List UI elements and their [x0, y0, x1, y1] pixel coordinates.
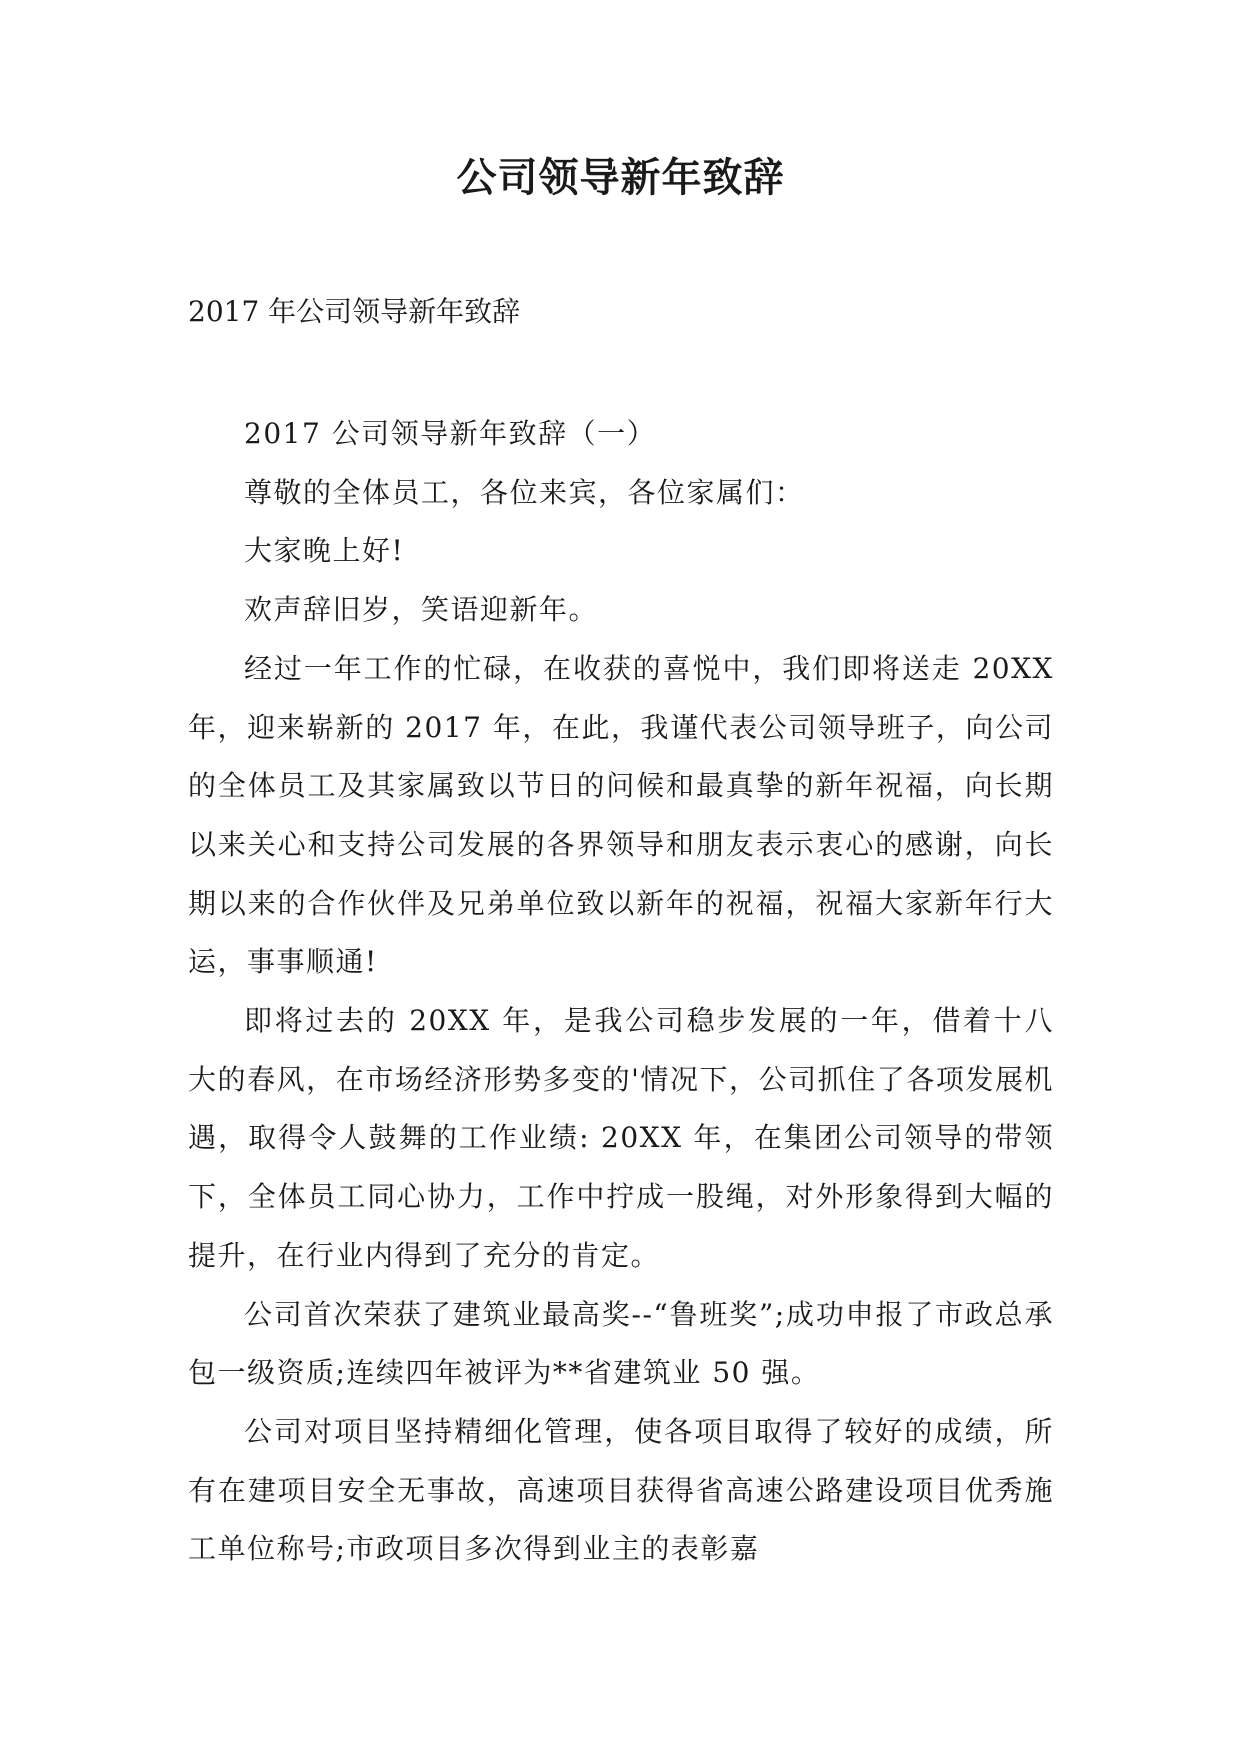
- document-body: [188, 405, 1054, 1579]
- paragraph-greeting: 大家晚上好!: [244, 534, 405, 568]
- paragraph-section-heading: 2017 公司领导新年致辞（一）: [244, 417, 657, 450]
- paragraph-salutation: 尊敬的全体员工，各位来宾，各位家属们：: [244, 475, 805, 509]
- paragraph-year-review: 即将过去的 20XX 年，是我公司稳步发展的一年，借着十八大的春风，在市场经济形势多变的'情况下，公司抓住了各项发展机遇，取得令人鼓舞的工作业绩: 20XX 年，在集团公司领导的带领下，全体员工同心协力，工作中拧成一股绳，对外形象得到大幅的提升，在行业内得到了充分的肯定。: [188, 1004, 1054, 1272]
- paragraph-awards: 公司首次荣获了建筑业最高奖--“鲁班奖”;成功申报了市政总承包一级资质;连续四年被评为**省建筑业 50 强。: [188, 1297, 1054, 1390]
- document-title: 公司领导新年致辞: [456, 155, 785, 201]
- paragraph-project-management: 公司对项目坚持精细化管理，使各项目取得了较好的成绩，所有在建项目安全无事故，高速项目获得省高速公路建设项目优秀施工单位称号;市政项目多次得到业主的表彰嘉: [188, 1414, 1054, 1566]
- paragraph-thanks: 经过一年工作的忙碌，在收获的喜悦中，我们即将送走 20XX 年，迎来崭新的 2017 年，在此，我谨代表公司领导班子，向公司的全体员工及其家属致以节日的问候和最真挚的新年祝福，向长期以来关心和支持公司发展的各界领导和朋友表示衷心的感谢，向长期以来的合作伙伴及兄弟单位致以新年的祝福，祝福大家新年行大运，事事顺通!: [188, 651, 1054, 979]
- document-subtitle: 2017 年公司领导新年致辞: [188, 295, 521, 328]
- paragraph-opening-line: 欢声辞旧岁，笑语迎新年。: [244, 593, 599, 627]
